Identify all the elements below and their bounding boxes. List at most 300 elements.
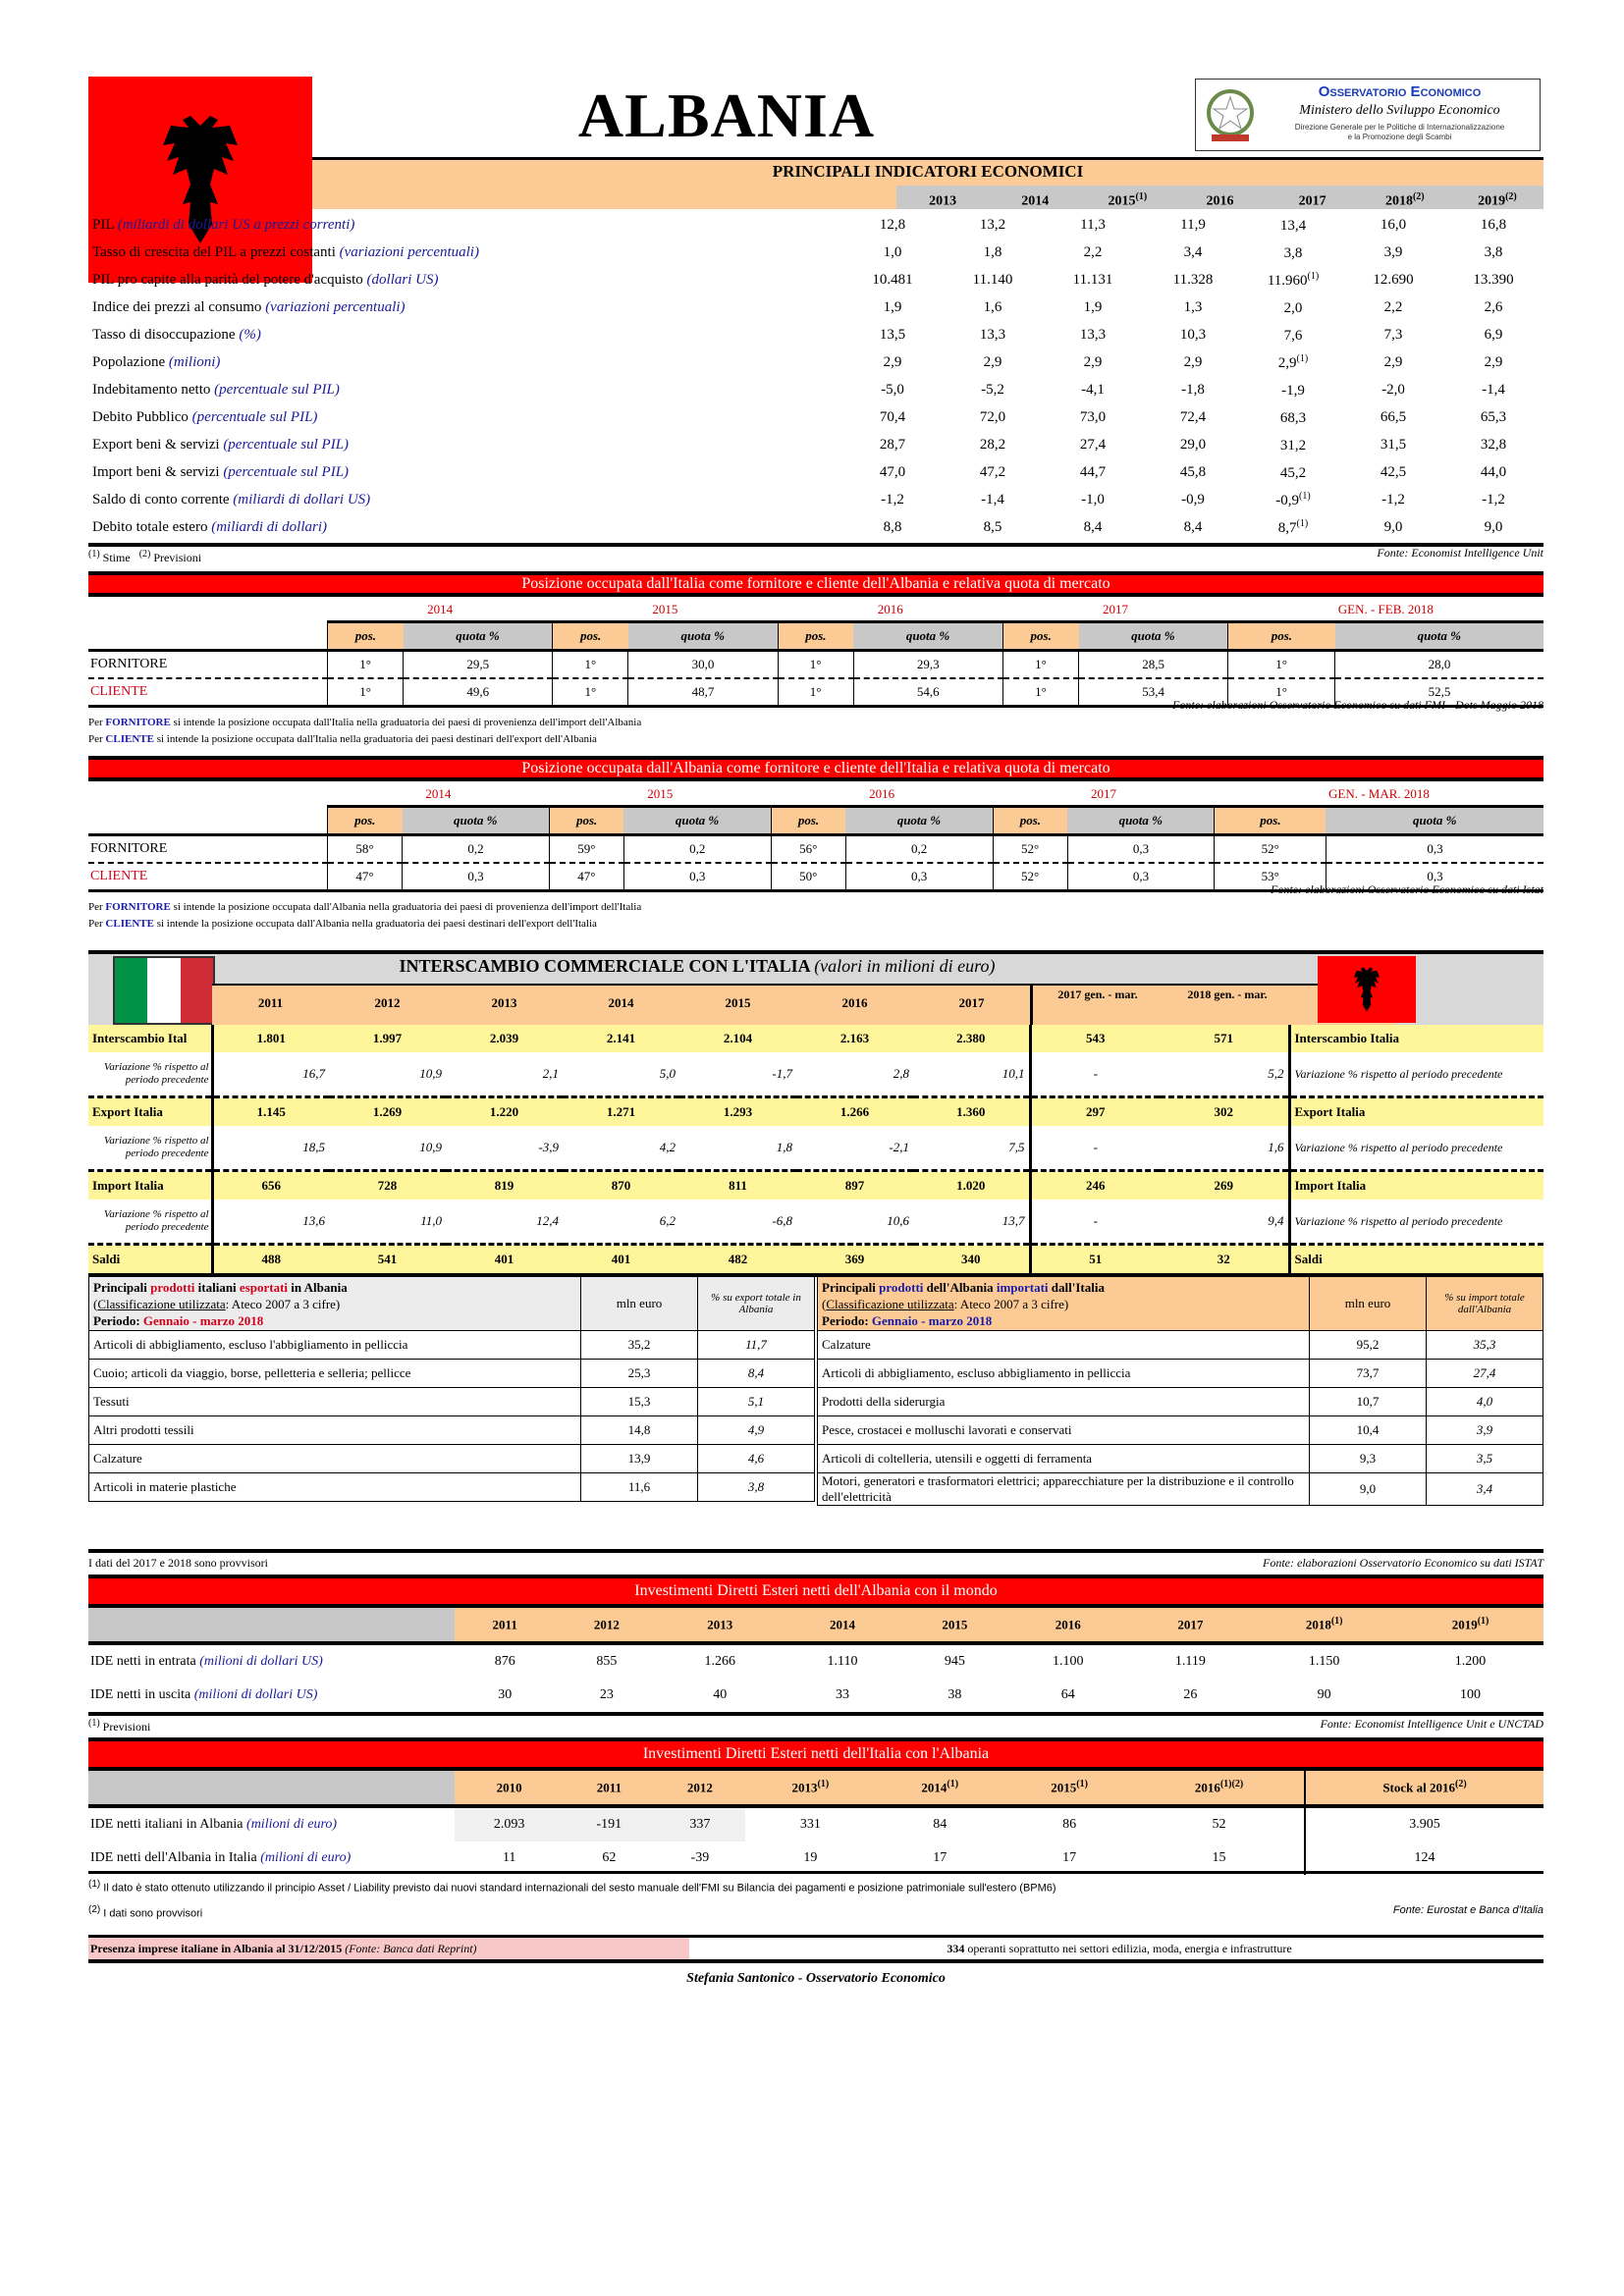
product-row — [818, 1360, 1543, 1388]
indicator-name: PIL — [92, 216, 114, 233]
variation-value: -2,1 — [889, 1140, 909, 1154]
trade-row — [88, 1171, 1543, 1201]
product-share: 35,3 — [1427, 1331, 1543, 1360]
variation-value: 5,2 — [1268, 1066, 1284, 1081]
ide-value: 2.093 — [455, 1806, 564, 1842]
year: 2014 — [1021, 193, 1050, 209]
stock-value: 124 — [1305, 1842, 1543, 1875]
value: 1,8 — [983, 243, 1002, 260]
ide-name: IDE netti in entrata — [90, 1654, 196, 1669]
period-header: 2016 — [869, 786, 895, 801]
footnote-mark: (1) — [1296, 352, 1309, 364]
indicator-value — [1043, 486, 1143, 513]
year-header — [1267, 186, 1359, 209]
trade-value: 2.141 — [563, 1025, 679, 1052]
product-value: 14,8 — [581, 1416, 698, 1445]
ide-year — [903, 1608, 1006, 1643]
ide-year — [745, 1771, 875, 1806]
variation-value: 4,2 — [659, 1140, 676, 1154]
indicator-value — [943, 294, 1043, 321]
logo-direction — [1265, 123, 1535, 142]
product-share: 3,8 — [698, 1473, 815, 1502]
value: -4,1 — [1081, 381, 1105, 398]
indicators-notes — [88, 549, 201, 565]
ide-value: 64 — [1060, 1687, 1075, 1702]
definition-fornitore — [88, 715, 641, 731]
indicator-value — [1043, 403, 1143, 431]
indicator-value — [1343, 431, 1443, 458]
indicator-row — [88, 294, 1543, 321]
trade-title — [236, 956, 1159, 977]
trade-year: 2012 — [374, 995, 401, 1010]
variation-value: 1,8 — [776, 1140, 792, 1154]
variation-value: 9,4 — [1268, 1213, 1284, 1228]
indicator-value — [1043, 321, 1143, 348]
albania-position-table — [88, 783, 1543, 892]
trade-value: 1.271 — [563, 1097, 679, 1127]
indicator-value — [1243, 294, 1343, 321]
quota-value: 0,3 — [403, 863, 550, 891]
period-header: GEN. - MAR. 2018 — [1328, 786, 1430, 801]
trade-value: 2.380 — [913, 1025, 1030, 1052]
trade-years — [212, 984, 1395, 1025]
quota-value: 49,6 — [404, 678, 553, 707]
def-term: CLIENTE — [105, 918, 154, 930]
product-share: 4,0 — [1427, 1388, 1543, 1416]
value: 1,9 — [1083, 298, 1103, 315]
saldi-row — [88, 1245, 1543, 1276]
indicator-value — [1143, 403, 1243, 431]
ide-year — [1134, 1771, 1305, 1806]
indicator-value — [842, 513, 943, 541]
ide-italy-note-2 — [88, 1904, 202, 1920]
column-header-row — [88, 807, 1543, 835]
product-value: 73,7 — [1310, 1360, 1427, 1388]
variation-value: 12,4 — [536, 1213, 559, 1228]
ide-italy-table — [88, 1771, 1543, 1875]
ide-year — [658, 1608, 782, 1643]
year: 2019 — [1451, 1617, 1478, 1632]
title-part: in Albania — [291, 1279, 348, 1295]
saldi-value: 482 — [679, 1245, 796, 1276]
title-part: prodotti — [150, 1279, 195, 1295]
def-term: FORNITORE — [105, 901, 171, 913]
stock-label: Stock al 2016 — [1382, 1780, 1455, 1795]
value: 12,8 — [879, 216, 906, 233]
product-value: 10,4 — [1310, 1416, 1427, 1445]
indicator-value — [943, 403, 1043, 431]
value: 10.481 — [872, 271, 913, 288]
pos-header: pos. — [328, 622, 404, 651]
indicator-value — [1243, 348, 1343, 376]
variation-value: 10,9 — [419, 1066, 442, 1081]
value: 65,3 — [1480, 408, 1507, 425]
trade-value: 1.801 — [212, 1025, 329, 1052]
def-prefix: Per — [88, 901, 103, 913]
position-value: 50° — [771, 863, 845, 891]
position-value: 52° — [993, 863, 1067, 891]
position-value: 1° — [328, 678, 404, 707]
footnote-mark: (1) — [947, 1779, 959, 1790]
indicator-unit: (percentuale sul PIL) — [214, 381, 340, 398]
indicator-value — [943, 321, 1043, 348]
classification-label: Classificazione utilizzata — [826, 1296, 954, 1311]
value: -2,0 — [1381, 381, 1405, 398]
ide-year — [455, 1771, 564, 1806]
saldi-value: 401 — [563, 1245, 679, 1276]
product-row — [89, 1331, 815, 1360]
ide-value: 23 — [599, 1687, 614, 1702]
def-term: FORNITORE — [105, 717, 171, 728]
year-header — [1081, 186, 1173, 209]
product-name: Articoli di coltelleria, utensili e oggetti di ferramenta — [818, 1445, 1310, 1473]
presence-text: operanti soprattutto nei settori edilizia, moda, energia e infrastrutture — [967, 1942, 1292, 1955]
product-name: Articoli di abbigliamento, escluso l'abbigliamento in pelliccia — [89, 1331, 581, 1360]
indicator-value — [943, 239, 1043, 266]
ide-italy-source: Fonte: Eurostat e Banca d'Italia — [1392, 1904, 1543, 1916]
divider — [88, 1871, 1543, 1874]
indicator-value — [943, 376, 1043, 403]
footnote-mark: (1) — [88, 1879, 101, 1890]
quota-header: quota % — [1326, 807, 1543, 835]
variation-value: 2,8 — [893, 1066, 909, 1081]
albania-position-title: Posizione occupata dall'Albania come fornitore e cliente dell'Italia e relativa quota di mercato — [88, 756, 1543, 781]
product-value: 11,6 — [581, 1473, 698, 1502]
ide-value: 1.150 — [1308, 1654, 1340, 1669]
indicator-value — [1243, 513, 1343, 541]
value: 11.131 — [1072, 271, 1113, 288]
ide-header-row — [88, 1771, 1543, 1806]
variation-label: Variazione % rispetto al periodo precedente — [88, 1126, 212, 1171]
value: 31,2 — [1279, 437, 1307, 454]
product-share: 8,4 — [698, 1360, 815, 1388]
spacer — [88, 622, 328, 651]
indicator-value — [1143, 513, 1243, 541]
indicator-unit: (percentuale sul PIL) — [191, 408, 318, 425]
year-header — [1359, 186, 1451, 209]
variation-value: -3,9 — [538, 1140, 559, 1154]
trade-year: 2016 — [841, 995, 868, 1010]
footnote-mark: (2) — [1412, 191, 1425, 202]
footnote-mark: (1) — [1477, 1616, 1489, 1628]
ide-row-label — [88, 1842, 455, 1875]
quota-header: quota % — [628, 622, 778, 651]
period-header: 2015 — [652, 602, 678, 616]
year: 2011 — [596, 1780, 622, 1795]
variation-value: 2,1 — [542, 1066, 559, 1081]
trade-row-label-right: Export Italia — [1289, 1097, 1543, 1127]
variation-value: - — [1030, 1200, 1160, 1245]
value: 45,8 — [1179, 463, 1207, 480]
value: 47,2 — [979, 463, 1006, 480]
ide-value: -191 — [564, 1806, 654, 1842]
period-header: GEN. - FEB. 2018 — [1337, 602, 1434, 616]
trade-year: 2013 — [491, 995, 517, 1010]
product-name: Pesce, crostacei e molluschi lavorati e conservati — [818, 1416, 1310, 1445]
variation-value: 13,6 — [302, 1213, 325, 1228]
value: 7,6 — [1283, 327, 1303, 344]
indicator-value — [842, 376, 943, 403]
quota-header: quota % — [1335, 622, 1543, 651]
quota-value: 53,4 — [1079, 678, 1228, 707]
indicator-name: Popolazione — [92, 353, 166, 370]
indicator-label — [88, 486, 842, 513]
year-header — [1451, 186, 1543, 209]
value: 3,4 — [1183, 243, 1203, 260]
ide-row-label — [88, 1643, 455, 1679]
value: -1,4 — [981, 491, 1004, 507]
ide-header-row — [88, 1608, 1543, 1643]
year: 2012 — [686, 1780, 713, 1795]
indicators-title: PRINCIPALI INDICATORI ECONOMICI — [772, 162, 1084, 181]
footnote-mark: (1) — [88, 549, 100, 560]
trade-table — [88, 1025, 1543, 1277]
indicators-source: Fonte: Economist Intelligence Unit — [1377, 546, 1543, 560]
italy-position-title: Posizione occupata dall'Italia come fornitore e cliente dell'Albania e relativa quota di mercato — [88, 571, 1543, 597]
indicator-value — [943, 266, 1043, 294]
period-header: 2015 — [647, 786, 674, 801]
ide-value: 876 — [494, 1654, 515, 1669]
value: 1,9 — [883, 298, 902, 315]
products-title: Principali prodotti dell'Albania importati dall'Italia (Classificazione utilizzata: Ateco 2007 a 3 cifre) Periodo: Gennaio - marzo 2018 — [818, 1277, 1310, 1331]
trade-section — [88, 950, 1543, 1264]
trade-value: 543 — [1030, 1025, 1160, 1052]
indicator-value — [1343, 403, 1443, 431]
saldi-value: 340 — [913, 1245, 1030, 1276]
ide-value: 17 — [1062, 1850, 1077, 1865]
indicator-value — [1143, 458, 1243, 486]
position-value: 1° — [778, 678, 853, 707]
footnote-mark: (1) — [817, 1779, 830, 1790]
def-prefix: Per — [88, 717, 103, 728]
product-name: Tessuti — [89, 1388, 581, 1416]
stock-header — [1305, 1771, 1543, 1806]
ide-world-note — [88, 1718, 150, 1735]
footnote-mark: (2) — [138, 549, 151, 560]
position-value: 56° — [771, 835, 845, 864]
indicator-value — [1243, 486, 1343, 513]
position-value: 53° — [1215, 863, 1326, 891]
indicator-value — [1243, 403, 1343, 431]
pos-header: pos. — [771, 807, 845, 835]
albania-position-source: Fonte: elaborazioni Osservatorio Economico su dati Istat — [1271, 882, 1543, 896]
quota-value: 0,3 — [1326, 835, 1543, 864]
indicator-name: Tasso di disoccupazione — [92, 326, 236, 343]
period-header: 2017 — [1102, 602, 1128, 616]
products-title: Principali prodotti italiani esportati in Albania (Classificazione utilizzata: Ateco 2007 a 3 cifre) Periodo: Gennaio - marzo 2018 — [89, 1277, 581, 1331]
trade-value: 870 — [563, 1171, 679, 1201]
indicator-value — [1443, 403, 1543, 431]
product-value: 95,2 — [1310, 1331, 1427, 1360]
variation-label-right: Variazione % rispetto al periodo precedente — [1289, 1126, 1543, 1171]
indicator-value — [842, 321, 943, 348]
period-header-row — [88, 783, 1543, 807]
year: 2014 — [829, 1617, 855, 1632]
indicator-value — [1043, 211, 1143, 239]
ide-name: IDE netti italiani in Albania — [90, 1817, 244, 1832]
value: 8,8 — [883, 518, 902, 535]
indicator-value — [1143, 211, 1243, 239]
indicator-value — [1143, 486, 1243, 513]
osservatorio-logo — [1195, 79, 1541, 151]
indicator-value — [1443, 376, 1543, 403]
ide-value: -39 — [690, 1850, 710, 1865]
value: 12.690 — [1373, 271, 1414, 288]
column-header-row — [88, 622, 1543, 651]
indicator-value — [1243, 431, 1343, 458]
quota-value: 0,2 — [623, 835, 771, 864]
indicator-value — [943, 211, 1043, 239]
product-value: 15,3 — [581, 1388, 698, 1416]
year: 2013 — [929, 193, 957, 209]
spacer — [88, 783, 328, 807]
indicator-unit: (miliardi di dollari) — [211, 518, 327, 535]
pos-header: pos. — [553, 622, 628, 651]
italy-position-definitions — [88, 715, 641, 748]
indicator-value — [1043, 294, 1143, 321]
indicator-value — [1443, 321, 1543, 348]
indicator-value — [1043, 513, 1143, 541]
ide-year — [1251, 1608, 1397, 1643]
position-value: 47° — [328, 863, 403, 891]
ide-italy-title: Investimenti Diretti Esteri netti dell'Italia con l'Albania — [88, 1737, 1543, 1771]
ide-unit: (milioni di euro) — [260, 1850, 352, 1865]
value: 3,9 — [1383, 243, 1403, 260]
quota-value: 0,3 — [623, 863, 771, 891]
products-header — [818, 1277, 1543, 1331]
value: 13,3 — [1079, 326, 1107, 343]
value: -0,9 — [1181, 491, 1205, 507]
ide-value: 945 — [944, 1654, 965, 1669]
ide-world-table — [88, 1608, 1543, 1712]
indicator-unit: (%) — [239, 326, 261, 343]
product-name: Calzature — [89, 1445, 581, 1473]
indicator-row — [88, 348, 1543, 376]
indicator-name: PIL pro capite alla parità del potere d'acquisto — [92, 271, 363, 288]
value: 27,4 — [1079, 436, 1107, 453]
value: 47,0 — [879, 463, 906, 480]
trade-header — [88, 950, 1543, 1025]
ide-value: 30 — [498, 1687, 513, 1702]
year: 2016 — [1194, 1780, 1220, 1795]
pos-header: pos. — [1002, 622, 1078, 651]
value: 3,8 — [1283, 244, 1303, 261]
value: 1,3 — [1183, 298, 1203, 315]
trade-value: 1.145 — [212, 1097, 329, 1127]
value: 29,0 — [1179, 436, 1207, 453]
indicator-label — [88, 321, 842, 348]
trade-row — [88, 1097, 1543, 1127]
ide-year — [1397, 1608, 1543, 1643]
quota-header: quota % — [403, 807, 550, 835]
value: 8,7 — [1277, 519, 1297, 536]
value: 9,0 — [1484, 518, 1503, 535]
product-share: 27,4 — [1427, 1360, 1543, 1388]
product-value: 9,0 — [1310, 1473, 1427, 1506]
year: 2017 — [1177, 1617, 1204, 1632]
quota-value: 28,0 — [1335, 651, 1543, 679]
value: 13.390 — [1473, 271, 1514, 288]
variation-value: - — [1030, 1052, 1160, 1097]
year: 2015 — [942, 1617, 968, 1632]
definition-fornitore — [88, 899, 641, 916]
trade-row-label: Export Italia — [88, 1097, 212, 1127]
variation-value: 16,7 — [302, 1066, 325, 1081]
quota-value: 28,5 — [1079, 651, 1228, 679]
definition-cliente — [88, 916, 641, 933]
indicator-value — [1043, 348, 1143, 376]
quota-header: quota % — [853, 622, 1002, 651]
value: 28,2 — [979, 436, 1006, 453]
ide-year — [1006, 1608, 1130, 1643]
period-header: 2016 — [877, 602, 903, 616]
period-header-row — [88, 599, 1543, 622]
page-title: ALBANIA — [577, 80, 876, 150]
trade-value: 1.020 — [913, 1171, 1030, 1201]
trade-value: 302 — [1160, 1097, 1289, 1127]
footnote-mark: (1) — [1296, 517, 1309, 529]
trade-row-label: Interscambio Ital — [88, 1025, 212, 1052]
variation-value: 6,2 — [659, 1213, 676, 1228]
year: 2012 — [593, 1617, 620, 1632]
indicator-value — [842, 266, 943, 294]
ide-year — [654, 1771, 745, 1806]
product-share: 4,9 — [698, 1416, 815, 1445]
variation-value: 5,0 — [659, 1066, 676, 1081]
value: -1,2 — [881, 491, 904, 507]
value: 11,3 — [1080, 216, 1106, 233]
ide-row — [88, 1679, 1543, 1712]
presence-value — [697, 1938, 1542, 1959]
presence-source: (Fonte: Banca dati Reprint) — [345, 1942, 477, 1955]
product-value: 13,9 — [581, 1445, 698, 1473]
indicator-value — [1043, 376, 1143, 403]
indicator-label — [88, 266, 842, 294]
indicator-value — [1143, 348, 1243, 376]
variation-value: 11,0 — [420, 1213, 442, 1228]
ide-value: 11 — [502, 1850, 516, 1865]
indicator-row — [88, 486, 1543, 513]
quota-value: 30,0 — [628, 651, 778, 679]
ide-row — [88, 1842, 1543, 1875]
value: 44,7 — [1079, 463, 1107, 480]
position-value: 1° — [1228, 651, 1335, 679]
flag-green — [115, 958, 147, 1023]
indicator-value — [1243, 458, 1343, 486]
value: 68,3 — [1279, 409, 1307, 426]
year: 2019 — [1478, 193, 1506, 209]
product-value: 9,3 — [1310, 1445, 1427, 1473]
product-value: 25,3 — [581, 1360, 698, 1388]
indicator-row — [88, 211, 1543, 239]
quota-value: 0,3 — [1326, 863, 1543, 891]
ide-name: IDE netti in uscita — [90, 1687, 191, 1702]
product-share: 4,6 — [698, 1445, 815, 1473]
variation-value: 10,6 — [887, 1213, 909, 1228]
indicator-row — [88, 513, 1543, 541]
indicator-value — [842, 403, 943, 431]
def-text: si intende la posizione occupata dall'Italia nella graduatoria dei paesi destinari dell'export dell'Albania — [156, 733, 597, 745]
indicator-row — [88, 239, 1543, 266]
ide-value: 62 — [602, 1850, 617, 1865]
ide-value: 855 — [596, 1654, 618, 1669]
product-share: 5,1 — [698, 1388, 815, 1416]
classification-value: : Ateco 2007 a 3 cifre) — [953, 1296, 1069, 1311]
value: 32,8 — [1480, 436, 1507, 453]
quota-header: quota % — [623, 807, 771, 835]
indicator-label — [88, 294, 842, 321]
col-percent: % su export totale in Albania — [698, 1277, 815, 1331]
